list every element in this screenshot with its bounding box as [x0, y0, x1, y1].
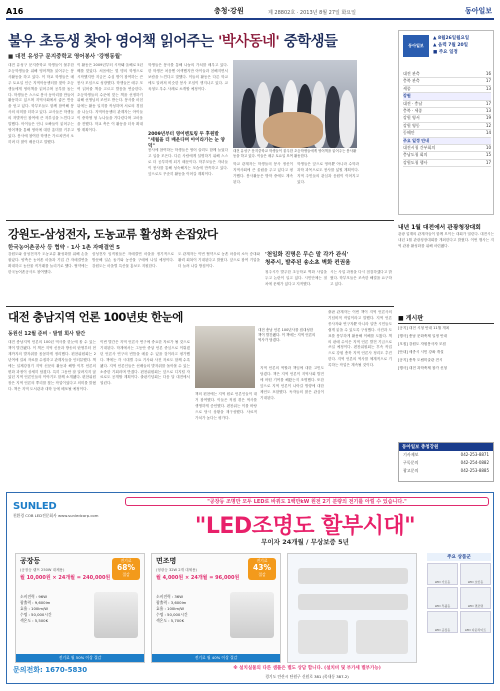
- sidebar-row-label: 대전 · 충남: [403, 100, 423, 106]
- contact-rows: [399, 451, 493, 475]
- card-specs: [20, 594, 90, 624]
- body-text: 관광 업계의 관계자들이 함께 모이는 대회가 열린다. 대전시는 내년 1월 관광청장대회를 개최한다고 밝혔다. 이번 행사는 지역 관광 활성화를 위해 마련됐다.: [398, 232, 494, 248]
- second-side-body2: [330, 270, 392, 306]
- card-price: 월 4,000원 × 24개월 = 96,000원: [156, 575, 240, 581]
- third-photo-caption: 대전 충남 언론 100년사를 집대성한 책이 발간됐다. 이 책에는 지역 언론의 역사가 담겼다.: [258, 328, 316, 342]
- announcement-item: [공지] 충북 도립미술관 전시: [398, 357, 443, 362]
- contact-label: 구독문의: [403, 460, 419, 465]
- body-text: 이 활동은 2009년부터 시작돼 올해로 5년째를 맞았다. 처음에는 몇 명의 학생으로 시작했지만 지금은 수십 명이 참여하는 큰 봉사 모임으로 성장했다. 학생들은 매주 모여 읽어줄 책을 고르고 발음을 연습한다. 초등학생들의 수준에 맞는 책을 선정하기 위해 선생님의 조언도 받는다. 봉사를 마친 뒤에는 활동 일지를 작성하며 서로의 경험을 나눈다. 지역아동센터 관계자는 아이들이 중학생 형 누나들을 기다린다며 고마움을 전했다. 학교 측은 이 활동을 더욱 확대할 계획이다.: [77, 63, 143, 132]
- product-item: LED 면조명: [460, 587, 491, 609]
- lead-body-col6: [297, 162, 359, 222]
- sidebar-row-label: 주요 일정 안내: [403, 137, 429, 143]
- sidebar-row: [403, 130, 491, 137]
- ad-product-list: [427, 553, 491, 633]
- ad-lamp-showcase: [287, 553, 417, 663]
- sidebar-row-value: 13: [485, 85, 491, 91]
- third-photo: [195, 326, 255, 388]
- sidebar-row: [403, 152, 491, 159]
- panel-lamp-image: [356, 620, 408, 654]
- sidebar-row-label: 강원도청 행사: [403, 159, 428, 165]
- product-item: LED 가로등: [427, 563, 458, 585]
- product-grid: [427, 563, 491, 633]
- contact-title: 동아일보 충청강원: [399, 443, 493, 451]
- spec-line: 색온도 : 5,700K: [156, 618, 185, 623]
- announcement-item: [행사] 대전 과학축제 참가 신청: [398, 365, 448, 370]
- body-text: 이번 발간은 지역 언론사 연구에 중요한 자료가 될 것으로 기대된다. 학계에서는 그동안 중앙 언론 중심으로 이뤄졌던 언론사 연구의 빈틈을 메울 수 있을 것이라고 평가했다. 책에는 각 시대별 주요 기사와 사진 자료도 함께 수록됐다. 지역 언론인들은 선배들의 발자취를 돌아볼 수 있는 소중한 기회라며 반겼다. 편찬위원회는 앞으로 디지털 자료로도 공개할 계획이다. 출판기념회는 다음 달 대전에서 열린다.: [100, 340, 190, 386]
- ad-phone: 문의전화: 1670-5830: [13, 666, 88, 674]
- body-text: 학생들은 앞으로 영어뿐 아니라 수학과 과학 과목으로도 봉사를 넓힐 계획이다. 지역 주민들의 관심과 응원이 이어지고 있다.: [297, 162, 359, 184]
- spec-line: 수명 : 50,000시간: [156, 612, 188, 617]
- ad-brand: [13, 501, 98, 519]
- product-item: LED 보안등: [460, 563, 491, 585]
- sidebar-row-value: 19: [485, 115, 491, 121]
- body-text: 봉사에 참여하는 학생들은 영어 실력도 함께 늘었다고 입을 모은다. 다른 사람에게 설명하기 위해 스스로 더 공부하게 되기 때문이다. 학부모들은 자녀들이 봉사를 통해 성숙해지는 모습에 만족하고 있다. 앞으로도 꾸준히 활동을 이어갈 계획이다.: [148, 148, 228, 176]
- card-price: 월 10,000원 × 24개월 = 240,000원: [20, 575, 111, 581]
- lead-headline-part2: 중학생들: [279, 34, 338, 50]
- divider: [6, 220, 394, 221]
- body-text: 출판 관계자는 이번 책이 지역 언론사의 기념비적 작업이라고 말했다. 지역 언론 종사자와 연구자뿐 아니라 일반 시민들도 쉽게 읽을 수 있도록 구성했다. 사진과 도표를 풍부하게 활용해 이해를 도왔다. 책의 판매 수익은 지역 언론 발전 기금으로 쓰일 예정이다. 편찬위원회는 후속 작업으로 강원 충북 지역 언론사 정리도 추진한다. 지역 언론의 역사를 체계적으로 기록하는 작업은 계속될 것이다.: [328, 310, 392, 368]
- side-headline-b: 청주시, 발주된 송소초 벽화 컨권움: [265, 260, 351, 266]
- sidebar-row-label: 강원: [403, 93, 411, 99]
- body-text: 도 관계자는 이번 협약으로 농촌 마을의 소득 증대와 활력 회복이 기대된다고 밝혔다. 앞으로 참여 기업을 더 늘려 나갈 방침이다.: [178, 252, 260, 268]
- side-headline-a: '천일화 진명은 무슨 말 각가 관식': [265, 252, 349, 258]
- body-text: 지역 언론의 역할과 책임에 대한 고민도 담겼다. 책은 지역 언론이 지역사회 발전에 어떤 기여를 해왔는지 조명했다. 또한 앞으로 지역 언론이 나아갈 방향에 대한 제언도 포함했다. 독자들의 많은 관심이 기대된다.: [260, 366, 324, 400]
- sidebar-row-value: 16: [485, 71, 491, 76]
- product-item: LED 다운라이트: [460, 611, 491, 633]
- lead-body-col5: [233, 162, 293, 222]
- ad-brand-sub: 친환경 COB LED전문회사 www.sunledcorp.com: [13, 513, 99, 518]
- card-subtitle: (공장등 램프 250W 대체용): [20, 568, 65, 572]
- newspaper-logo: 동아일보: [464, 6, 492, 15]
- badge-value: 68%: [117, 563, 135, 572]
- sidebar-row-label: 충북 관측: [403, 78, 420, 84]
- side-article-body: [398, 232, 494, 306]
- sidebar-row-label: 동해안: [403, 130, 415, 136]
- saving-badge: [112, 558, 140, 580]
- contact-row: [399, 459, 493, 467]
- body-text: 대전 유성구 문지중학교 학생들이 불우한 초등학생들을 위해 영어책을 읽어주는 봉사활동을 하고 있다. 이 학교 학생들은 매주 토요일 인근 지역아동센터를 찾아 초등생들에게 영어책을 읽어주며 공부를 돕는다. 학생들은 스스로 봉사 동아리를 만들어 활동하고 있으며 지역사회에서 좋은 반응을 얻고 있다. 학부모들도 함께 참여해 봉사의 의미를 더하고 있다. 교사들은 학생들의 자발적인 참여에 큰 자부심을 느낀다고 말했다. 아이들은 언니 오빠들이 읽어주는 영어책을 통해 영어에 대한 흥미를 키우고 있다. 봉사에 참여한 학생은 가르치면서 오히려 더 많이 배운다고 말했다.: [8, 63, 74, 144]
- advertisement: [6, 492, 494, 684]
- sidebar-row-label: 강원 영서: [403, 115, 420, 121]
- third-body-col4: [260, 366, 324, 486]
- sidebar-logo: 동아일보: [403, 35, 429, 57]
- contact-box: [398, 442, 494, 482]
- tube-lamp-image: [298, 568, 408, 584]
- body-text: 대전 충남지역 언론의 100년 역사를 한눈에 볼 수 있는 책이 발간됐다. 이 책은 지역 신문과 방송의 탄생부터 현재까지의 발자취를 꼼꼼하게 정리했다. 편찬위원회는 2년여에 걸쳐 자료를 수집하고 관계자들을 인터뷰했다. 책에는 일제강점기 지역 신문의 활동과 해방 이후 언론의 변화 과정이 상세히 담겼다. 특히 그동안 잘 알려지지 않았던 지역 언론인들의 이야기도 함께 소개됐다. 편찬위원장은 지역 언론의 뿌리를 찾는 작업이었다고 의미를 밝혔다. 책은 지역 도서관과 대학 등에 배포될 예정이다.: [8, 340, 96, 392]
- second-side-headline: [265, 251, 390, 267]
- sidebar-row: [403, 138, 491, 145]
- announcement-item: [안내] 세종시 시민 강좌 개설: [398, 349, 444, 354]
- saving-badge: [248, 558, 276, 580]
- sidebar-row-label: 충남도청 회의: [403, 152, 428, 158]
- pullquote-line-b: "세월을 더 배운다며 아이라가는 눈 양덕": [148, 138, 225, 150]
- body-text: 학교 관계자는 학생들의 봉사 정신이 지역사회에 큰 울림을 주고 있다고 평가했다. 봉사활동은 방학 중에도 계속된다.: [233, 162, 293, 184]
- spec-line: 효율 : 100lm/W: [20, 606, 49, 611]
- contact-phone: 042-254-0882: [460, 460, 489, 465]
- body-text: 학생들은 봉사를 통해 나눔의 가치를 배우고 있다. 한 학생은 처음엔 어색했지만 아이들과 친해지면서 보람을 느낀다고 말했다. 이들의 활동은 다른 학교에도 알려져 비슷한 봉사 모임이 생겨나고 있다. 교육청도 우수 사례로 소개할 예정이다.: [148, 63, 228, 91]
- spec-line: 효율 : 100lm/W: [156, 606, 185, 611]
- sidebar-box: [398, 30, 494, 215]
- body-text: 청주시가 발주한 초등학교 벽화 사업을 두고 논란이 일고 있다. 시민단체는 절차에 문제가 있다고 지적했다.: [265, 270, 327, 286]
- spec-line: 색온도 : 5,500K: [20, 618, 49, 623]
- spec-line: 광출력 : 9,600lm: [20, 600, 51, 605]
- sidebar-row: [403, 115, 491, 122]
- product-item: LED 공장등: [427, 611, 458, 633]
- sidebar-row: [403, 86, 491, 93]
- lead-headline: [8, 30, 388, 51]
- announcement-item: [행사] 충남 문화축제 일정 안내: [398, 333, 448, 338]
- pullquote-line-a: 2009년부터 영어멘토링 두 후원발: [148, 132, 219, 137]
- body-text: 강원도와 삼성전자가 도농교류 활성화를 위해 손을 잡았다. 양측은 농어촌 마을과 기업 간 자매결연을 확대하고 농산물 직거래를 늘리기로 했다. 협약에는 한국농어촌공사도 참여했다.: [8, 252, 88, 274]
- sidebar-row-value: 15: [485, 152, 491, 158]
- contact-row: [399, 467, 493, 475]
- ad-top-banner: "공장등 조명만 모두 LED로 바꿔도 1백만kW 원전 2기 분량의 전기를 아낄 수 있습니다.": [125, 497, 489, 506]
- lead-body-col4: [148, 148, 228, 223]
- ad-card-panel: [151, 553, 281, 663]
- product-list-title: 주요 상품군: [427, 553, 491, 561]
- spec-line: 소비전력 : 36W: [156, 594, 183, 599]
- badge-label: 전기료: [256, 558, 268, 563]
- sidebar-row-value: 17: [485, 159, 491, 165]
- sidebar-row: [403, 101, 491, 108]
- section-title: 충청·강원: [214, 7, 244, 15]
- sidebar-row-value: 14: [485, 130, 491, 136]
- card-title: 공장등: [20, 557, 41, 565]
- panel-lamp-image: [298, 620, 348, 654]
- sidebar-row: [403, 123, 491, 130]
- side-article-title: 내년 1월 대전에서 관광청장대회: [398, 225, 481, 231]
- lead-photo-caption: 대전 유성구 문지중학교 학생들이 불우한 초등학생들에게 영어책을 읽어주는 봉사활동을 하고 있다. 이들은 매주 토요일 모여 활동한다.: [233, 149, 357, 158]
- ad-brand-name: SUNLED: [13, 501, 57, 512]
- card-title: 면조명: [156, 557, 177, 565]
- third-body-col5: [328, 310, 392, 486]
- sidebar-row-label: 강원 영동: [403, 122, 420, 128]
- panel-lamp-image: [230, 592, 274, 638]
- badge-note: 절감: [258, 572, 266, 577]
- sidebar-heading-line: ■ 주요 일정: [433, 50, 458, 55]
- third-subhead: 동원선 12월 준비 · 발열 회사 발간: [8, 331, 86, 337]
- sidebar-row-value: 12: [485, 122, 491, 128]
- badge-label: 전기료: [120, 558, 132, 563]
- second-body-col2: [92, 252, 174, 304]
- card-footer: 전기료 월 50% 이상 절감: [16, 654, 144, 662]
- product-item: LED 투광등: [427, 587, 458, 609]
- ad-subheadline: 무이자 24개월 / 무상보증 5년: [261, 538, 349, 546]
- sidebar-row: [403, 160, 491, 167]
- sidebar-heading: [433, 35, 491, 56]
- second-headline: 강원도-삼성전자, 도농교류 활성화 손잡았다: [8, 227, 218, 241]
- lead-headline-quote: '박사동네': [217, 34, 280, 50]
- issue-date: 제 28802호 · 2013년 8월 27일 화요일: [268, 10, 356, 16]
- sidebar-row-value: 10: [485, 145, 491, 151]
- lead-photo: [233, 60, 357, 148]
- third-body-col1: [8, 340, 96, 486]
- spec-line: 광출력 : 3,600lm: [156, 600, 187, 605]
- card-subtitle: (형광등 32W 2개 대체용): [156, 568, 197, 572]
- sidebar-row-label: 대전시청 간부회의: [403, 145, 436, 151]
- announcement-list: [398, 326, 494, 371]
- second-body-col1: [8, 252, 88, 304]
- lead-headline-part1: 불우 초등생 찾아 영어책 읽어주는: [8, 34, 218, 50]
- contact-phone: 042-253-8885: [460, 468, 489, 473]
- announcement-board: [398, 313, 494, 371]
- third-body-col2: [100, 340, 190, 486]
- ad-card-factory: [15, 553, 145, 663]
- page-header: [6, 6, 494, 20]
- third-headline: 대전 충남지역 언론 100년史 한눈에: [8, 310, 183, 324]
- ad-address: 경기도 안산시 단원구 신원로 381 (목내동 387-2): [265, 674, 349, 679]
- spec-line: 수명 : 50,000시간: [20, 612, 52, 617]
- lead-subhead: ■ 대전 유성구 문지중학교 영어봉사 '강병동월': [8, 54, 122, 60]
- sidebar-heading-line: ▲ 음력 7월 20일: [433, 43, 468, 48]
- tube-lamp-image: [298, 594, 408, 610]
- sidebar-row-label: 대전 관측: [403, 71, 420, 76]
- second-subhead: 한국농어촌공사 등 협약 · 1사 1촌 자매결연 5: [8, 245, 120, 251]
- sidebar-row-value: 17: [485, 78, 491, 84]
- contact-label: 광고문의: [403, 468, 419, 473]
- sidebar-row-label: 세종: [403, 85, 411, 91]
- sidebar-row: [403, 78, 491, 85]
- body-text: 삼성전자 임직원들은 자매결연 마을을 정기적으로 방문해 일손 돕기와 농산물 구매에 나설 예정이다. 강원도는 마을별 특산물 홍보도 지원한다.: [92, 252, 174, 268]
- card-specs: [156, 594, 226, 624]
- sidebar-row: [403, 93, 491, 100]
- sidebar-list: [403, 71, 491, 167]
- badge-note: 절감: [122, 572, 130, 577]
- page-number: A16: [6, 7, 24, 16]
- card-footer: 전기료 월 40% 이상 절감: [152, 654, 280, 662]
- sidebar-row-value: 17: [485, 100, 491, 106]
- contact-row: [399, 451, 493, 459]
- lead-body-col2: [77, 63, 143, 223]
- lead-body-col1: [8, 63, 74, 223]
- body-text: 책의 편찬에는 지역 원로 언론인들이 대거 참여했다. 이들은 직접 겪은 역사를 생생하게 증언했다. 편찬위는 이를 바탕으로 당시 상황을 재구성했다. 사료적 가치가 높다는 평가다.: [195, 392, 257, 420]
- second-side-body1: [265, 270, 327, 306]
- badge-value: 43%: [253, 563, 271, 572]
- contact-phone: 042-253-8871: [460, 452, 489, 457]
- contact-label: 기사제보: [403, 452, 419, 457]
- lead-body-col3: [148, 63, 228, 129]
- announcement-item: [공지] 대전 시청 안내 11월 개최: [398, 326, 450, 330]
- announcement-item: [모집] 강원도 자원봉사자 모집: [398, 341, 446, 346]
- ad-bottom-note: ※ 설치실물의 다른 샘플은 별도 상담 합니다. (설치비 및 부가세 별부가능): [233, 666, 381, 671]
- announcement-title: ■ 게시판: [398, 313, 494, 324]
- sidebar-row-value: 13: [485, 108, 491, 114]
- divider: [6, 306, 394, 307]
- second-body-col3: [178, 252, 260, 304]
- factory-lamp-image: [94, 592, 138, 638]
- spec-line: 소비전력 : 96W: [20, 594, 47, 599]
- body-text: 시는 사업 과정을 다시 점검하겠다고 밝혔다. 학부모들은 조속한 해결을 요구하고 있다.: [330, 270, 392, 286]
- third-body-col3: [195, 392, 257, 486]
- sidebar-row-label: 충북 · 세종: [403, 108, 423, 114]
- sidebar-heading-line: ▲ 8월26일월요일: [433, 36, 470, 41]
- ad-main-headline: "LED조명도 할부시대": [194, 514, 416, 539]
